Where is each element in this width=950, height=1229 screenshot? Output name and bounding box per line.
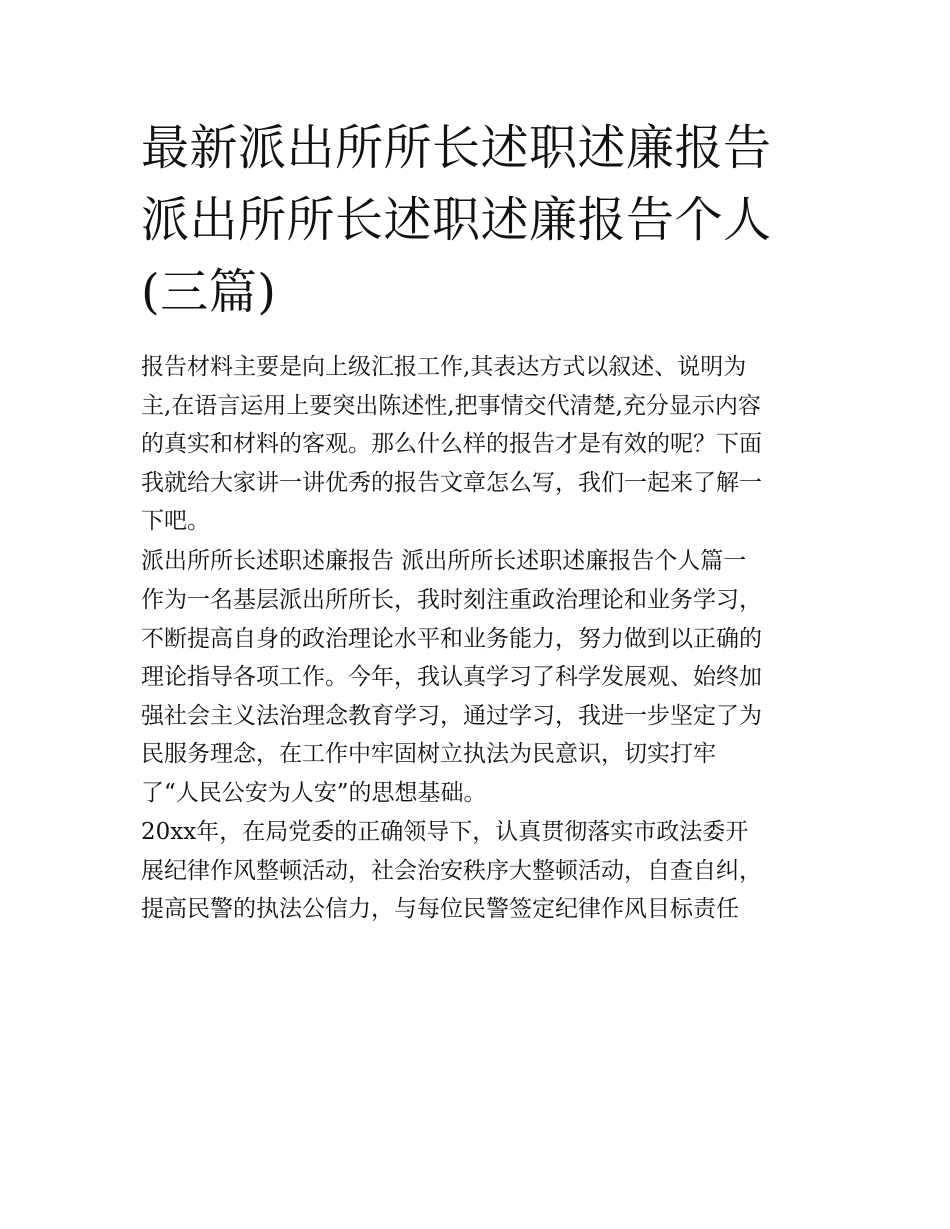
intro-paragraph [141, 348, 813, 541]
text-line: 理论指导各项工作。今年，我认真学习了科学发展观、始终加 [141, 664, 762, 690]
text-line: 的真实和材料的客观。那么什么样的报告才是有效的呢？下面 [141, 431, 762, 457]
title-line: (三篇) [141, 264, 277, 320]
title-line: 最新派出所所长述职述廉报告 [141, 120, 772, 176]
document-content [141, 112, 813, 929]
text-line: 派出所所长述职述廉报告 派出所所长述职述廉报告个人篇一 [141, 547, 747, 574]
text-line: 我就给大家讲一讲优秀的报告文章怎么写，我们一起来了解一 [141, 469, 762, 496]
document-body [141, 348, 813, 929]
text-line: 主,在语言运用上要突出陈述性,把事情交代清楚,充分显示内容 [141, 392, 761, 419]
body-paragraph [141, 813, 813, 929]
text-line: 作为一名基层派出所所长，我时刻注重政治理论和业务学习， [141, 587, 762, 613]
text-line: 20xx年，在局党委的正确领导下，认真贯彻落实市政法委开 [141, 819, 749, 845]
title-line: 派出所所长述职述廉报告个人 [141, 192, 772, 248]
text-line: 强社会主义法治理念教育学习，通过学习，我进一步坚定了为 [141, 702, 762, 729]
text-line: 民服务理念，在工作中牢固树立执法为民意识，切实打牢 [141, 741, 716, 767]
section-heading [141, 542, 813, 581]
text-line: 提高民警的执法公信力，与每位民警签定纪律作风目标责任 [141, 896, 739, 922]
text-line: 展纪律作风整顿活动，社会治安秩序大整顿活动，自查自纠， [141, 857, 762, 884]
document-title [141, 112, 813, 328]
text-line: 了“人民公安为人安”的思想基础。 [141, 779, 487, 806]
text-line: 下吧。 [141, 508, 210, 534]
text-line: 报告材料主要是向上级汇报工作,其表达方式以叙述、说明为 [141, 354, 747, 380]
text-line: 不断提高自身的政治理论水平和业务能力，努力做到以正确的 [141, 625, 762, 652]
body-paragraph [141, 581, 813, 812]
